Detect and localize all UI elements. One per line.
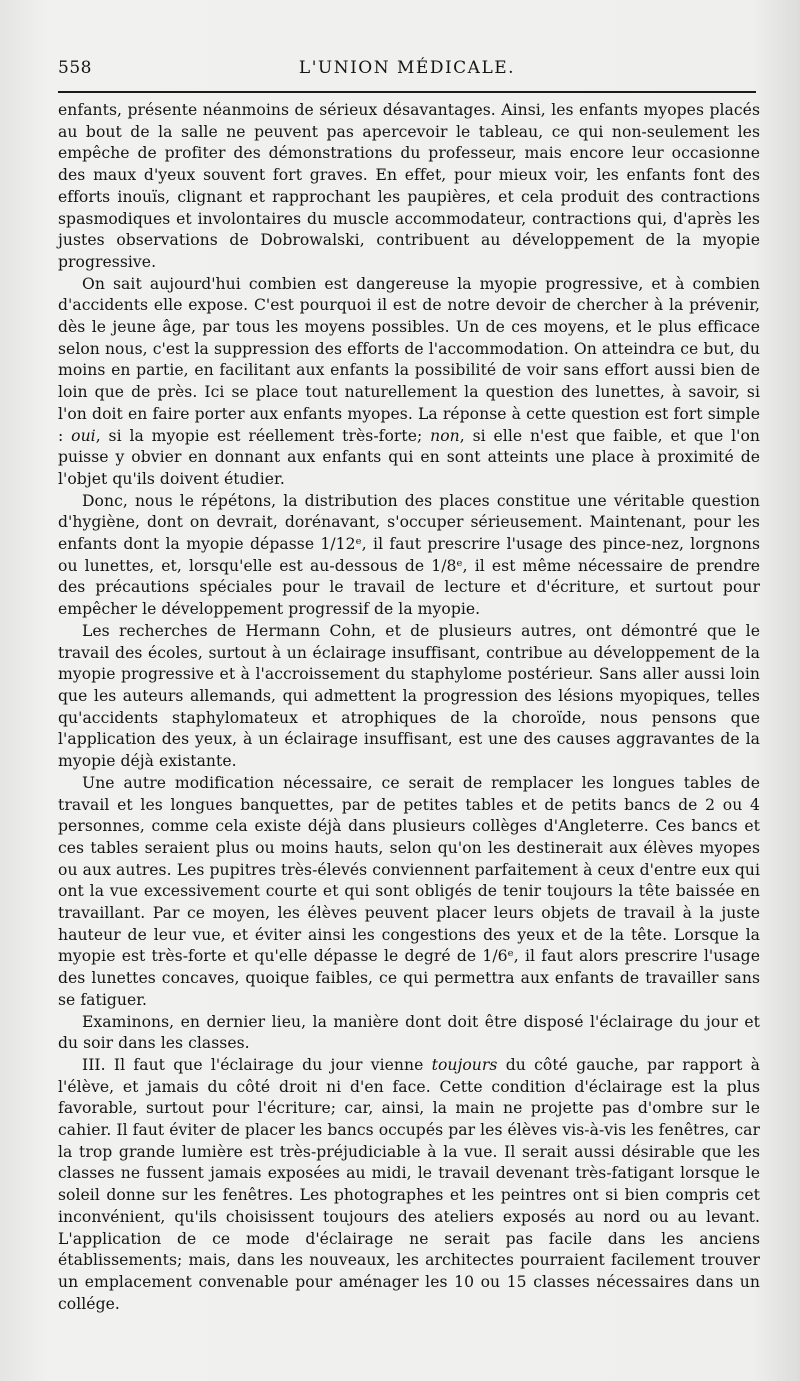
paragraph-2-emphasis-non: non <box>430 426 460 445</box>
paragraph-1-text: enfants, présente néanmoins de sérieux désavantages. Ainsi, les enfants myopes placés au bout de la salle ne peuvent pas apercevoir le tableau, ce qui non-seulement les empêche de profiter des démonstrations du professeur, mais encore leur occasionne des maux d'yeux souvent fort graves. En effet, pour mieux voir, les enfants font des efforts inouïs, clignant et rapprochant les paupières, et cela produit des contractions spasmodiques et involontaires du muscle accommodateur, contractions qui, d'après les justes observations de Dobrowalski, contribuent au développement de la myopie progressive. <box>58 101 760 271</box>
paragraph-4 <box>58 621 760 773</box>
paragraph-7 <box>58 1055 760 1315</box>
paragraph-3 <box>58 491 760 621</box>
article-body <box>58 100 760 1315</box>
running-head: L'UNION MÉDICALE. <box>298 58 516 78</box>
paragraph-4-text: Les recherches de Hermann Cohn, et de plusieurs autres, ont démontré que le travail des écoles, surtout à un éclairage insuffisant, contribue au développement de la myopie progressive et à l'accroissement du staphylome postérieur. Sans aller aussi loin que les auteurs allemands, qui admettent la progression des lésions myopiques, telles qu'accidents staphylomateux et atrophiques de la choroïde, nous pensons que l'application des yeux, à un éclairage insuffisant, est une des causes aggravantes de la myopie déjà existante. <box>58 621 760 771</box>
paragraph-2-emphasis-oui: oui <box>71 426 96 445</box>
page-header <box>58 50 756 84</box>
paragraph-7-emphasis-toujours: toujours <box>431 1055 498 1074</box>
section-number: III. <box>82 1055 106 1074</box>
paragraph-6-text: Examinons, en dernier lieu, la manière dont doit être disposé l'éclairage du jour et du soir dans les classes. <box>58 1012 760 1053</box>
page-number: 558 <box>58 58 92 78</box>
header-rule <box>58 91 756 93</box>
paragraph-7-text-2: du côté gauche, par rapport à l'élève, et jamais du côté droit ni d'en face. Cette condition d'éclairage est la plus favorable, surtout pour l'écriture; car, ainsi, la main ne projette pas d'ombre sur le cahier. Il faut éviter de placer les bancs occupés par les élèves vis-à-vis les fenêtres, car la trop grande lumière est très-préjudiciable à la vue. Il serait aussi désirable que les classes ne fussent jamais exposées au midi, le travail devenant très-fatigant lorsque le soleil donne sur les fenêtres. Les photographes et les peintres ont si bien compris cet inconvénient, qu'ils choisissent toujours des ateliers exposés au nord ou au levant. L'application de ce mode d'éclairage ne serait pas facile dans les anciens établissements; mais, dans les nouveaux, les architectes pourraient facilement trouver un emplacement convenable pour aménager les 10 ou 15 classes nécessaires dans un collége. <box>58 1055 760 1313</box>
paragraph-6 <box>58 1012 760 1055</box>
paragraph-2-text-2: , si la myopie est réellement très-forte; <box>95 426 431 445</box>
paragraph-3-text: Donc, nous le répétons, la distribution des places constitue une véritable question d'hygiène, dont on devrait, dorénavant, s'occuper sérieusement. Maintenant, pour les enfants dont la myopie dépasse 1/12ᵉ, il faut prescrire l'usage des pince-nez, lorgnons ou lunettes, et, lorsqu'elle est au-dessous de 1/8ᵉ, il est même nécessaire de prendre des précautions spéciales pour le travail de lecture et d'écriture, et surtout pour empêcher le développement progressif de la myopie. <box>58 491 760 619</box>
paragraph-2-text-1: On sait aujourd'hui combien est dangereuse la myopie progressive, et à combien d'accidents elle expose. C'est pourquoi il est de notre devoir de chercher à la prévenir, dès le jeune âge, par tous les moyens possibles. Un de ces moyens, et le plus efficace selon nous, c'est la suppression des efforts de l'accommodation. On atteindra ce but, du moins en partie, en facilitant aux enfants la possibilité de voir sans effort aussi bien de loin que de près. Ici se place tout naturellement la question des lunettes, à savoir, si l'on doit en faire porter aux enfants myopes. La réponse à cette question est fort simple : <box>58 274 760 445</box>
paragraph-2-text-3: , si elle n'est que faible, et que l'on puisse y obvier en donnant aux enfants qui en sont atteints une place à proximité de l'objet qu'ils doivent étudier. <box>58 426 760 488</box>
paragraph-5-text: Une autre modification nécessaire, ce serait de remplacer les longues tables de travail et les longues banquettes, par de petites tables et de petits bancs de 2 ou 4 personnes, comme cela existe déjà dans plusieurs collèges d'Angleterre. Ces bancs et ces tables seraient plus ou moins hauts, selon qu'on les destinerait aux élèves myopes ou aux autres. Les pupitres très-élevés conviennent parfaitement à ceux d'entre eux qui ont la vue excessivement courte et qui sont obligés de tenir toujours la tête baissée en travaillant. Par ce moyen, les élèves peuvent placer leurs objets de travail à la juste hauteur de leur vue, et éviter ainsi les congestions des yeux et de la tête. Lorsque la myopie est très-forte et qu'elle dépasse le degré de 1/6ᵉ, il faut alors prescrire l'usage des lunettes concaves, quoique faibles, ce qui permettra aux enfants de travailler sans se fatiguer. <box>58 773 760 1009</box>
paragraph-5 <box>58 773 760 1012</box>
paragraph-2 <box>58 274 760 491</box>
paragraph-1 <box>58 100 760 274</box>
paragraph-7-text-1: Il faut que l'éclairage du jour vienne <box>105 1055 432 1074</box>
